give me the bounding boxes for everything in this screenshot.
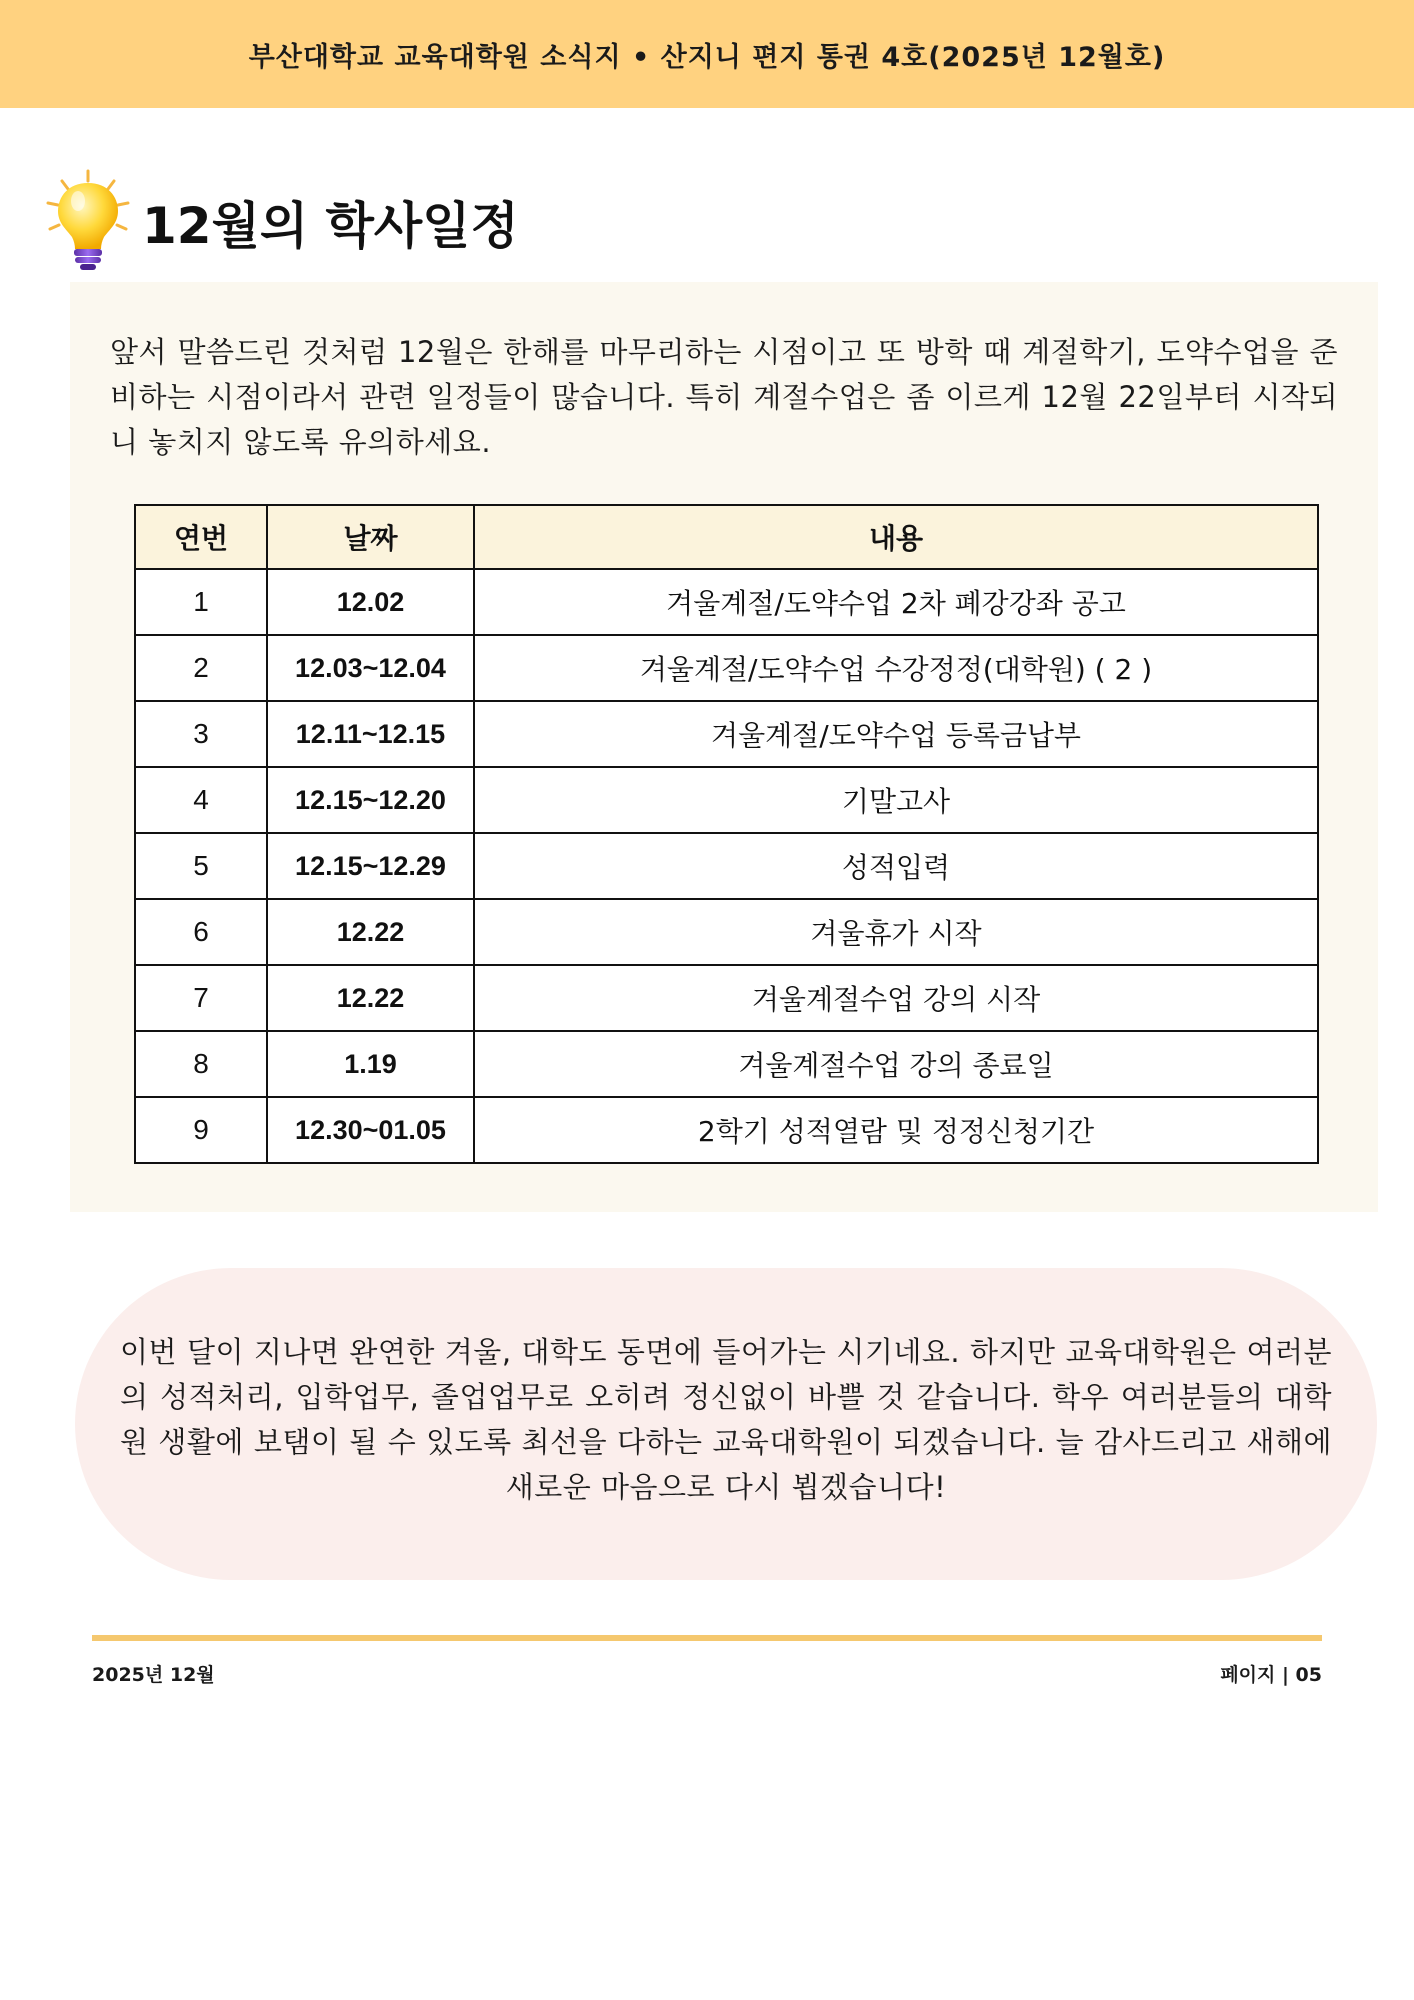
section-heading [40, 160, 519, 280]
cell-content: 겨울계절수업 강의 시작 [474, 965, 1318, 1031]
header-no: 연번 [135, 505, 267, 569]
cell-content: 2학기 성적열람 및 정정신청기간 [474, 1097, 1318, 1163]
cell-content: 성적입력 [474, 833, 1318, 899]
table-row [135, 1097, 1318, 1163]
cell-content: 기말고사 [474, 767, 1318, 833]
page-title: 12월의 학사일정 [142, 197, 519, 255]
intro-paragraph: 앞서 말씀드린 것처럼 12월은 한해를 마무리하는 시점이고 또 방학 때 계절학기, 도약수업을 준비하는 시점이라서 관련 일정들이 많습니다. 특히 계절수업은 좀 이르게 12월 22일부터 시작되니 놓치지 않도록 유의하세요. [110, 335, 1338, 459]
table-row [135, 965, 1318, 1031]
cell-no: 5 [135, 833, 267, 899]
cell-date: 12.02 [267, 569, 474, 635]
table-header-row [135, 505, 1318, 569]
cell-content: 겨울계절/도약수업 수강정정(대학원) ( 2 ) [474, 635, 1318, 701]
footer-date: 2025년 12월 [92, 1664, 215, 1686]
cell-content: 겨울휴가 시작 [474, 899, 1318, 965]
cell-no: 6 [135, 899, 267, 965]
cell-content: 겨울계절/도약수업 등록금납부 [474, 701, 1318, 767]
table-row [135, 569, 1318, 635]
lightbulb-icon [40, 165, 136, 275]
table-row [135, 833, 1318, 899]
cell-no: 4 [135, 767, 267, 833]
table-row [135, 1031, 1318, 1097]
cell-date: 12.03~12.04 [267, 635, 474, 701]
header-content: 내용 [474, 505, 1318, 569]
cell-date: 1.19 [267, 1031, 474, 1097]
table-row [135, 635, 1318, 701]
table-row [135, 701, 1318, 767]
closing-message: 이번 달이 지나면 완연한 겨울, 대학도 동면에 들어가는 시기네요. 하지만 교육대학원은 여러분의 성적처리, 입학업무, 졸업업무로 오히려 정신없이 바쁠 것 같습니다. 학우 여러분들의 대학원 생활에 보탬이 될 수 있도록 최선을 다하는 교육대학원이 되겠습니다. 늘 감사드리고 새해에 새로운 마음으로 다시 뵙겠습니다! [120, 1335, 1332, 1504]
header-date: 날짜 [267, 505, 474, 569]
footer-divider [92, 1635, 1322, 1641]
closing-message-box [75, 1268, 1377, 1580]
banner-text: 부산대학교 교육대학원 소식지 • 산지니 편지 통권 4호(2025년 12월호) [248, 41, 1166, 73]
cell-no: 2 [135, 635, 267, 701]
cell-date: 12.11~12.15 [267, 701, 474, 767]
table-row [135, 899, 1318, 965]
cell-date: 12.22 [267, 899, 474, 965]
academic-schedule-table [134, 504, 1319, 1164]
cell-content: 겨울계절수업 강의 종료일 [474, 1031, 1318, 1097]
newsletter-banner [0, 0, 1414, 108]
page-number: 페이지 | 05 [1220, 1664, 1322, 1686]
cell-no: 3 [135, 701, 267, 767]
cell-no: 7 [135, 965, 267, 1031]
cell-no: 9 [135, 1097, 267, 1163]
cell-content: 겨울계절/도약수업 2차 폐강강좌 공고 [474, 569, 1318, 635]
table-row [135, 767, 1318, 833]
cell-date: 12.22 [267, 965, 474, 1031]
cell-no: 8 [135, 1031, 267, 1097]
cell-date: 12.15~12.20 [267, 767, 474, 833]
cell-date: 12.15~12.29 [267, 833, 474, 899]
schedule-panel [70, 282, 1378, 1212]
cell-date: 12.30~01.05 [267, 1097, 474, 1163]
cell-no: 1 [135, 569, 267, 635]
